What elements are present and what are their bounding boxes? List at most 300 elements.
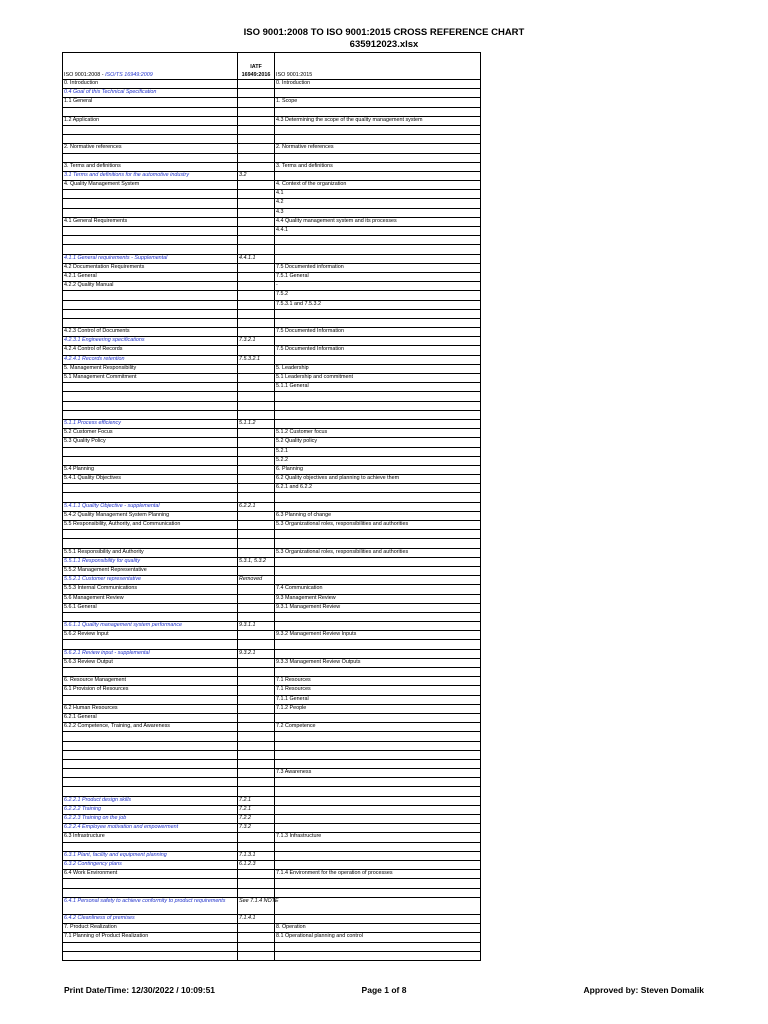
iatf-cell: See 7.1.4 NOTE	[238, 897, 275, 914]
iso-2015-cell: -	[275, 282, 481, 291]
iatf-cell	[238, 456, 275, 465]
iso-2008-cell	[63, 190, 238, 199]
iso-2015-cell	[275, 732, 481, 741]
iso-2008-cell: 4.2.4 Control of Records	[63, 346, 238, 355]
table-row	[63, 300, 481, 309]
table-row	[63, 502, 481, 511]
iatf-cell	[238, 704, 275, 713]
table-row	[63, 89, 481, 98]
iso-2015-cell: 5.3 Organizational roles, responsibilities and authorities	[275, 521, 481, 530]
iso-2015-cell	[275, 318, 481, 327]
iso-2015-cell: 4.4 Quality management system and its processes	[275, 217, 481, 226]
iatf-cell	[238, 833, 275, 842]
iatf-cell	[238, 631, 275, 640]
iatf-cell	[238, 107, 275, 116]
table-row	[63, 107, 481, 116]
iatf-cell	[238, 383, 275, 392]
table-row	[63, 419, 481, 428]
iso-2015-cell	[275, 557, 481, 566]
table-row	[63, 263, 481, 272]
iatf-cell	[238, 594, 275, 603]
table-row	[63, 429, 481, 438]
iso-2015-cell	[275, 860, 481, 869]
iso-2015-cell: 6.2 Quality objectives and planning to achieve them	[275, 475, 481, 484]
iatf-cell	[238, 493, 275, 502]
iatf-cell	[238, 677, 275, 686]
iatf-cell	[238, 282, 275, 291]
iso-2008-cell: 5. Management Responsibility	[63, 364, 238, 373]
iatf-cell: 7.2.1	[238, 796, 275, 805]
iatf-cell	[238, 392, 275, 401]
iatf-cell	[238, 870, 275, 879]
iatf-cell	[238, 447, 275, 456]
table-row	[63, 116, 481, 125]
iso-2015-cell: 7.4 Communication	[275, 585, 481, 594]
iso-2008-cell: 6.2.2.2 Training	[63, 805, 238, 814]
iatf-cell: 7.2.2	[238, 815, 275, 824]
iso-2015-cell: 5.1.1 General	[275, 383, 481, 392]
iatf-cell	[238, 153, 275, 162]
table-row	[63, 833, 481, 842]
iso-2015-cell	[275, 879, 481, 888]
iso-2015-cell	[275, 502, 481, 511]
header-iso-2015: ISO 9001:2015	[275, 53, 481, 80]
iatf-cell	[238, 778, 275, 787]
iso-2015-cell	[275, 778, 481, 787]
iso-2008-cell: 4.2.1 General	[63, 272, 238, 281]
table-row	[63, 686, 481, 695]
table-body	[63, 80, 481, 961]
table-row	[63, 915, 481, 924]
iso-2015-cell	[275, 355, 481, 364]
iatf-cell: 3.2	[238, 171, 275, 180]
table-row	[63, 750, 481, 759]
iso-2015-cell: 5. Leadership	[275, 364, 481, 373]
iso-2008-cell: 4.2 Documentation Requirements	[63, 263, 238, 272]
iso-2015-cell	[275, 493, 481, 502]
iso-2015-cell	[275, 888, 481, 897]
table-row	[63, 144, 481, 153]
iatf-cell	[238, 566, 275, 575]
table-row	[63, 190, 481, 199]
iso-2008-cell: 0.4 Goal of this Technical Specification	[63, 89, 238, 98]
iatf-cell	[238, 521, 275, 530]
page-number: Page 1 of 8	[361, 985, 407, 995]
iso-2015-cell: 6.3 Planning of change	[275, 511, 481, 520]
iatf-cell	[238, 125, 275, 134]
iso-2008-cell	[63, 107, 238, 116]
iso-2008-cell: 4.1.1 General requirements - Supplemental	[63, 254, 238, 263]
iso-2015-cell	[275, 640, 481, 649]
iso-2008-cell	[63, 842, 238, 851]
iso-2015-cell	[275, 419, 481, 428]
iatf-cell: 9.3.1.1	[238, 622, 275, 631]
iso-2015-cell	[275, 576, 481, 585]
iso-2008-cell: 6.2.2.4 Employee motivation and empowerment	[63, 824, 238, 833]
table-row	[63, 162, 481, 171]
iso-2015-cell: 5.2.2	[275, 456, 481, 465]
iso-2008-cell: 3.1 Terms and definitions for the automotive industry	[63, 171, 238, 180]
iatf-cell	[238, 750, 275, 759]
iso-2015-cell: 5.3 Organizational roles, responsibilities and authorities	[275, 548, 481, 557]
table-row	[63, 272, 481, 281]
iso-2015-cell	[275, 622, 481, 631]
table-row	[63, 309, 481, 318]
iso-2008-cell: 5.6.1.1 Quality management system performance	[63, 622, 238, 631]
table-row	[63, 612, 481, 621]
iso-2008-cell: 5.4.1 Quality Objectives	[63, 475, 238, 484]
table-row	[63, 548, 481, 557]
iso-2015-cell	[275, 337, 481, 346]
iso-2015-cell	[275, 135, 481, 144]
iso-2008-cell	[63, 236, 238, 245]
iso-2015-cell: 3. Terms and definitions	[275, 162, 481, 171]
table-row	[63, 254, 481, 263]
iso-2008-cell: 5.6.2 Review Input	[63, 631, 238, 640]
table-row	[63, 732, 481, 741]
iso-2015-cell	[275, 612, 481, 621]
iso-2008-cell	[63, 695, 238, 704]
iso-2008-cell: 7. Product Realization	[63, 924, 238, 933]
iso-2015-cell: 4.4.1	[275, 227, 481, 236]
iatf-cell	[238, 181, 275, 190]
iso-2015-cell	[275, 815, 481, 824]
table-row	[63, 374, 481, 383]
iatf-cell	[238, 933, 275, 942]
table-row	[63, 135, 481, 144]
iso-2008-cell	[63, 300, 238, 309]
iso-2008-cell: 4. Quality Management System	[63, 181, 238, 190]
table-row	[63, 493, 481, 502]
iatf-cell	[238, 511, 275, 520]
iso-2008-cell	[63, 942, 238, 951]
iso-2015-cell: 7.5 Documented Information	[275, 328, 481, 337]
table-row	[63, 511, 481, 520]
iso-2008-cell: 5.6 Management Review	[63, 594, 238, 603]
iso-2008-cell	[63, 318, 238, 327]
iso-2015-cell	[275, 851, 481, 860]
table-row	[63, 465, 481, 474]
iatf-cell	[238, 759, 275, 768]
iatf-cell	[238, 309, 275, 318]
iatf-cell	[238, 291, 275, 300]
iso-2008-cell: 5.5.1 Responsibility and Authority	[63, 548, 238, 557]
iatf-cell	[238, 346, 275, 355]
iso-2015-cell	[275, 649, 481, 658]
iso-2008-cell: 6.1 Provision of Resources	[63, 686, 238, 695]
iso-2008-cell: 5.6.2.1 Review input - supplemental	[63, 649, 238, 658]
iso-2008-cell	[63, 741, 238, 750]
iatf-cell: 6.1.2.3	[238, 860, 275, 869]
iso-2015-cell	[275, 392, 481, 401]
iatf-cell	[238, 80, 275, 89]
iso-2015-cell: 7.5 Documented information	[275, 263, 481, 272]
table-row	[63, 98, 481, 107]
iatf-cell	[238, 530, 275, 539]
iso-2015-cell	[275, 915, 481, 924]
iso-2008-cell	[63, 493, 238, 502]
iso-2008-cell: 6.2.2.3 Training on the job	[63, 815, 238, 824]
table-row	[63, 815, 481, 824]
iso-2008-cell	[63, 227, 238, 236]
iso-2008-cell	[63, 401, 238, 410]
iso-2015-cell: 9.3 Management Review	[275, 594, 481, 603]
iso-2008-cell	[63, 135, 238, 144]
table-row	[63, 236, 481, 245]
iso-2008-cell: 6.3.2 Contingency plans	[63, 860, 238, 869]
iatf-cell	[238, 548, 275, 557]
iso-2015-cell	[275, 668, 481, 677]
table-row	[63, 171, 481, 180]
iatf-cell	[238, 585, 275, 594]
iso-2015-cell: 5.2.1	[275, 447, 481, 456]
iatf-cell	[238, 364, 275, 373]
iatf-cell	[238, 98, 275, 107]
table-row	[63, 658, 481, 667]
table-row	[63, 951, 481, 960]
iatf-cell	[238, 484, 275, 493]
iso-2015-cell: 1. Scope	[275, 98, 481, 107]
iso-2015-cell	[275, 539, 481, 548]
iso-2015-cell: 4.3 Determining the scope of the quality management system	[275, 116, 481, 125]
iso-2008-cell	[63, 787, 238, 796]
iso-2015-cell	[275, 750, 481, 759]
table-row	[63, 585, 481, 594]
iso-2008-cell	[63, 612, 238, 621]
iatf-cell	[238, 475, 275, 484]
table-row	[63, 566, 481, 575]
table-row	[63, 217, 481, 226]
iso-2008-cell	[63, 759, 238, 768]
table-row	[63, 649, 481, 658]
iatf-cell	[238, 888, 275, 897]
document-title	[0, 27, 768, 51]
table-row	[63, 713, 481, 722]
iatf-cell	[238, 612, 275, 621]
table-row	[63, 438, 481, 447]
iso-2008-cell	[63, 539, 238, 548]
table-row	[63, 199, 481, 208]
table-row	[63, 594, 481, 603]
iatf-cell	[238, 732, 275, 741]
header-iatf: IATF 16949:2016	[238, 53, 275, 80]
iso-2008-cell	[63, 750, 238, 759]
iso-2015-cell: 5.2 Quality policy	[275, 438, 481, 447]
iso-2008-cell: 1.1 General	[63, 98, 238, 107]
iso-2008-cell	[63, 383, 238, 392]
table-row	[63, 282, 481, 291]
table-row	[63, 897, 481, 914]
iatf-cell	[238, 942, 275, 951]
table-row	[63, 769, 481, 778]
iso-2015-cell: 7.1.3 Infrastructure	[275, 833, 481, 842]
iatf-cell: 7.3.2.1	[238, 337, 275, 346]
iso-2008-cell: 6.2.2 Competence, Training, and Awareness	[63, 723, 238, 732]
table-row	[63, 888, 481, 897]
iatf-cell: 7.5.3.2.1	[238, 355, 275, 364]
iso-2015-cell: 7.1.1 General	[275, 695, 481, 704]
iso-2008-cell	[63, 668, 238, 677]
iatf-cell	[238, 924, 275, 933]
iso-2015-cell: 0. Introduction	[275, 80, 481, 89]
approved-by: Approved by: Steven Domalik	[583, 985, 704, 995]
iatf-cell	[238, 89, 275, 98]
iatf-cell: 4.4.1.1	[238, 254, 275, 263]
iso-2008-cell	[63, 291, 238, 300]
iso-2015-cell: 7.5.2	[275, 291, 481, 300]
table-row	[63, 346, 481, 355]
iatf-cell	[238, 695, 275, 704]
table-row	[63, 383, 481, 392]
iso-2008-cell	[63, 125, 238, 134]
table-row	[63, 741, 481, 750]
table-row	[63, 668, 481, 677]
iso-2015-cell	[275, 245, 481, 254]
table-row	[63, 521, 481, 530]
iso-2008-cell: 4.2.2 Quality Manual	[63, 282, 238, 291]
iso-2015-cell: 9.3.2 Management Review Inputs	[275, 631, 481, 640]
table-row	[63, 245, 481, 254]
iso-2008-cell: 6.2.1 General	[63, 713, 238, 722]
iatf-cell	[238, 401, 275, 410]
iso-2015-cell	[275, 741, 481, 750]
table-row	[63, 640, 481, 649]
table-row	[63, 870, 481, 879]
table-row	[63, 805, 481, 814]
iso-2008-cell: 5.4.1.1 Quality Objective - supplemental	[63, 502, 238, 511]
table-row	[63, 576, 481, 585]
iatf-cell	[238, 263, 275, 272]
iso-2015-cell: 2. Normative references	[275, 144, 481, 153]
iso-2008-cell	[63, 153, 238, 162]
iso-2015-cell: 5.1 Leadership and commitment	[275, 374, 481, 383]
iso-2008-cell: 5.6.3 Review Output	[63, 658, 238, 667]
table-row	[63, 933, 481, 942]
iatf-cell	[238, 374, 275, 383]
table-row	[63, 410, 481, 419]
iatf-cell: 9.3.2.1	[238, 649, 275, 658]
iso-2008-cell	[63, 530, 238, 539]
header-ts-16949-link: ISO/TS 16949:2009	[105, 71, 153, 78]
iso-2015-cell: 5.1.2 Customer focus	[275, 429, 481, 438]
iso-2008-cell: 3. Terms and definitions	[63, 162, 238, 171]
iatf-cell	[238, 842, 275, 851]
iso-2015-cell	[275, 787, 481, 796]
iso-2008-cell: 1.2 Application	[63, 116, 238, 125]
table-row	[63, 392, 481, 401]
iso-2008-cell: 0. Introduction	[63, 80, 238, 89]
iso-2008-cell: 2. Normative references	[63, 144, 238, 153]
print-date: Print Date/Time: 12/30/2022 / 10:09:51	[64, 985, 216, 995]
chart-title: ISO 9001:2008 TO ISO 9001:2015 CROSS REFERENCE CHART	[243, 27, 525, 38]
iso-2008-cell: 6.2 Human Resources	[63, 704, 238, 713]
iso-2015-cell	[275, 125, 481, 134]
iatf-cell	[238, 713, 275, 722]
iso-2008-cell	[63, 640, 238, 649]
iso-2008-cell: 6.2.2.1 Product design skills	[63, 796, 238, 805]
table-row	[63, 355, 481, 364]
iso-2015-cell	[275, 951, 481, 960]
iso-2008-cell: 7.1 Planning of Product Realization	[63, 933, 238, 942]
iso-2008-cell: 5.1 Management Commitment	[63, 374, 238, 383]
iso-2015-cell	[275, 401, 481, 410]
iso-2015-cell	[275, 107, 481, 116]
iatf-cell	[238, 741, 275, 750]
iso-2008-cell	[63, 392, 238, 401]
iatf-cell	[238, 769, 275, 778]
iatf-cell: 7.1.3.1	[238, 851, 275, 860]
iso-2008-cell: 5.4 Planning	[63, 465, 238, 474]
iatf-cell	[238, 640, 275, 649]
iso-2015-cell: 7.5.1 General	[275, 272, 481, 281]
file-name: 635912023.xlsx	[349, 39, 419, 50]
header-iso-2008-label: ISO 9001:2008 -	[64, 71, 106, 78]
iso-2008-cell	[63, 951, 238, 960]
iatf-cell	[238, 190, 275, 199]
iso-2008-cell: 6.4 Work Environment	[63, 870, 238, 879]
table-row	[63, 842, 481, 851]
iso-2008-cell	[63, 410, 238, 419]
table-row	[63, 860, 481, 869]
iatf-cell	[238, 144, 275, 153]
table-row	[63, 227, 481, 236]
iso-2008-cell: 5.5.1.1 Responsibility for quality	[63, 557, 238, 566]
table-row	[63, 704, 481, 713]
iso-2008-cell: 5.3 Quality Policy	[63, 438, 238, 447]
iso-2008-cell	[63, 769, 238, 778]
table-row	[63, 364, 481, 373]
iatf-cell	[238, 723, 275, 732]
iso-2008-cell	[63, 245, 238, 254]
iatf-cell	[238, 787, 275, 796]
iatf-cell: 7.2.1	[238, 805, 275, 814]
iatf-cell: 6.2.2.1	[238, 502, 275, 511]
table-row	[63, 851, 481, 860]
table-row	[63, 924, 481, 933]
iso-2008-cell	[63, 732, 238, 741]
iso-2008-cell	[63, 309, 238, 318]
table-row	[63, 796, 481, 805]
iso-2015-cell	[275, 759, 481, 768]
table-row	[63, 723, 481, 732]
iso-2015-cell: 7.5.3.1 and 7.5.3.2	[275, 300, 481, 309]
iatf-cell	[238, 199, 275, 208]
iatf-cell	[238, 162, 275, 171]
table-row	[63, 125, 481, 134]
table-row	[63, 318, 481, 327]
iatf-cell	[238, 300, 275, 309]
table-row	[63, 328, 481, 337]
table-row	[63, 879, 481, 888]
iatf-cell: 7.1.4.1	[238, 915, 275, 924]
table-row	[63, 447, 481, 456]
header-row	[63, 53, 481, 80]
iatf-cell	[238, 217, 275, 226]
iatf-cell	[238, 686, 275, 695]
iso-2008-cell: 5.5.2.1 Customer representative	[63, 576, 238, 585]
iso-2015-cell: 4. Context of the organization	[275, 181, 481, 190]
iso-2008-cell: 5.4.2 Quality Management System Planning	[63, 511, 238, 520]
iso-2015-cell: 4.2	[275, 199, 481, 208]
iatf-cell	[238, 410, 275, 419]
table-row	[63, 759, 481, 768]
iso-2015-cell: 7.5 Documented Information	[275, 346, 481, 355]
iso-2008-cell: 6.3.1 Plant, facility and equipment planning	[63, 851, 238, 860]
iatf-cell	[238, 116, 275, 125]
iso-2008-cell: 4.1 General Requirements	[63, 217, 238, 226]
table-row	[63, 557, 481, 566]
iso-2015-cell	[275, 254, 481, 263]
